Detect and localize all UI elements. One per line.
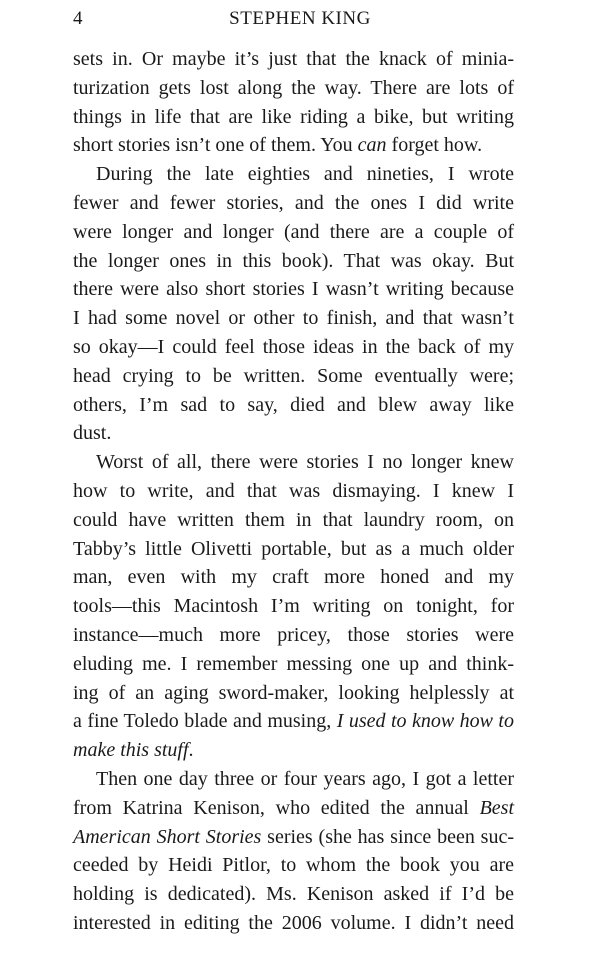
text-run: forget how. bbox=[386, 134, 483, 157]
text-line: instance—much more pricey, those stories were bbox=[73, 623, 514, 646]
text-line: Worst of all, there were stories I no longer knew bbox=[96, 451, 514, 474]
text-line: so okay—I could feel those ideas in the back of my bbox=[73, 335, 514, 358]
text-line: how to write, and that was dismaying. I knew I bbox=[73, 479, 514, 502]
text-line: During the late eighties and nineties, I wrote bbox=[96, 163, 514, 186]
text-line: ing of an aging sword-maker, looking helplessly at bbox=[73, 681, 514, 704]
text-line: ceeded by Heidi Pitlor, to whom the book you are bbox=[73, 854, 514, 877]
text-line: Tabby’s little Olivetti portable, but as a much older bbox=[73, 537, 514, 560]
text-run: short stories isn’t one of them. You bbox=[73, 134, 358, 157]
text-run: a fine Toledo blade and musing, bbox=[73, 710, 337, 733]
text-run: from Katrina Kenison, who edited the annual bbox=[73, 796, 480, 819]
text-line: tools—this Macintosh I’m writing on tonight, for bbox=[73, 595, 514, 618]
text-line: could have written them in that laundry room, on bbox=[73, 508, 514, 531]
text-line bbox=[73, 736, 514, 765]
running-head: STEPHEN KING bbox=[229, 8, 371, 29]
text-line: things in life that are like riding a bike, but writing bbox=[73, 105, 514, 128]
text-run: . bbox=[188, 739, 194, 762]
text-line: head crying to be written. Some eventually were; bbox=[73, 364, 514, 387]
emphasis: make this stuff bbox=[73, 739, 189, 762]
page-number: 4 bbox=[73, 8, 83, 29]
text-line: man, even with my craft more honed and my bbox=[73, 566, 514, 589]
text-line bbox=[73, 823, 514, 852]
text-line: holding is dedicated). Ms. Kenison asked if I’d be bbox=[73, 883, 514, 906]
emphasis: I used to know how to bbox=[336, 710, 514, 733]
text-line: fewer and fewer stories, and the ones I did write bbox=[73, 191, 514, 214]
text-line: turization gets lost along the way. There are lots of bbox=[73, 76, 514, 99]
text-line: the longer ones in this book). That was okay. But bbox=[73, 249, 514, 272]
text-line bbox=[73, 707, 514, 736]
emphasis: American Short Stories bbox=[73, 825, 262, 848]
text-line: dust. bbox=[73, 422, 112, 445]
text-line: interested in editing the 2006 volume. I didn’t need bbox=[73, 911, 514, 934]
text-line bbox=[73, 794, 514, 823]
text-line: there were also short stories I wasn’t writing because bbox=[73, 278, 514, 301]
text-line bbox=[73, 131, 514, 160]
text-line: eluding me. I remember messing one up and think- bbox=[73, 652, 514, 675]
emphasis: can bbox=[357, 134, 387, 157]
text-line: others, I’m sad to say, died and blew away like bbox=[73, 393, 514, 416]
text-line: Then one day three or four years ago, I got a letter bbox=[96, 767, 514, 790]
text-line: I had some novel or other to finish, and that wasn’t bbox=[73, 307, 514, 330]
text-line: were longer and longer (and there are a couple of bbox=[73, 220, 514, 243]
text-line: sets in. Or maybe it’s just that the knack of minia- bbox=[73, 48, 514, 70]
body-text bbox=[73, 45, 514, 938]
text-run: series (she has since been suc- bbox=[261, 825, 515, 848]
emphasis: Best bbox=[479, 796, 514, 819]
